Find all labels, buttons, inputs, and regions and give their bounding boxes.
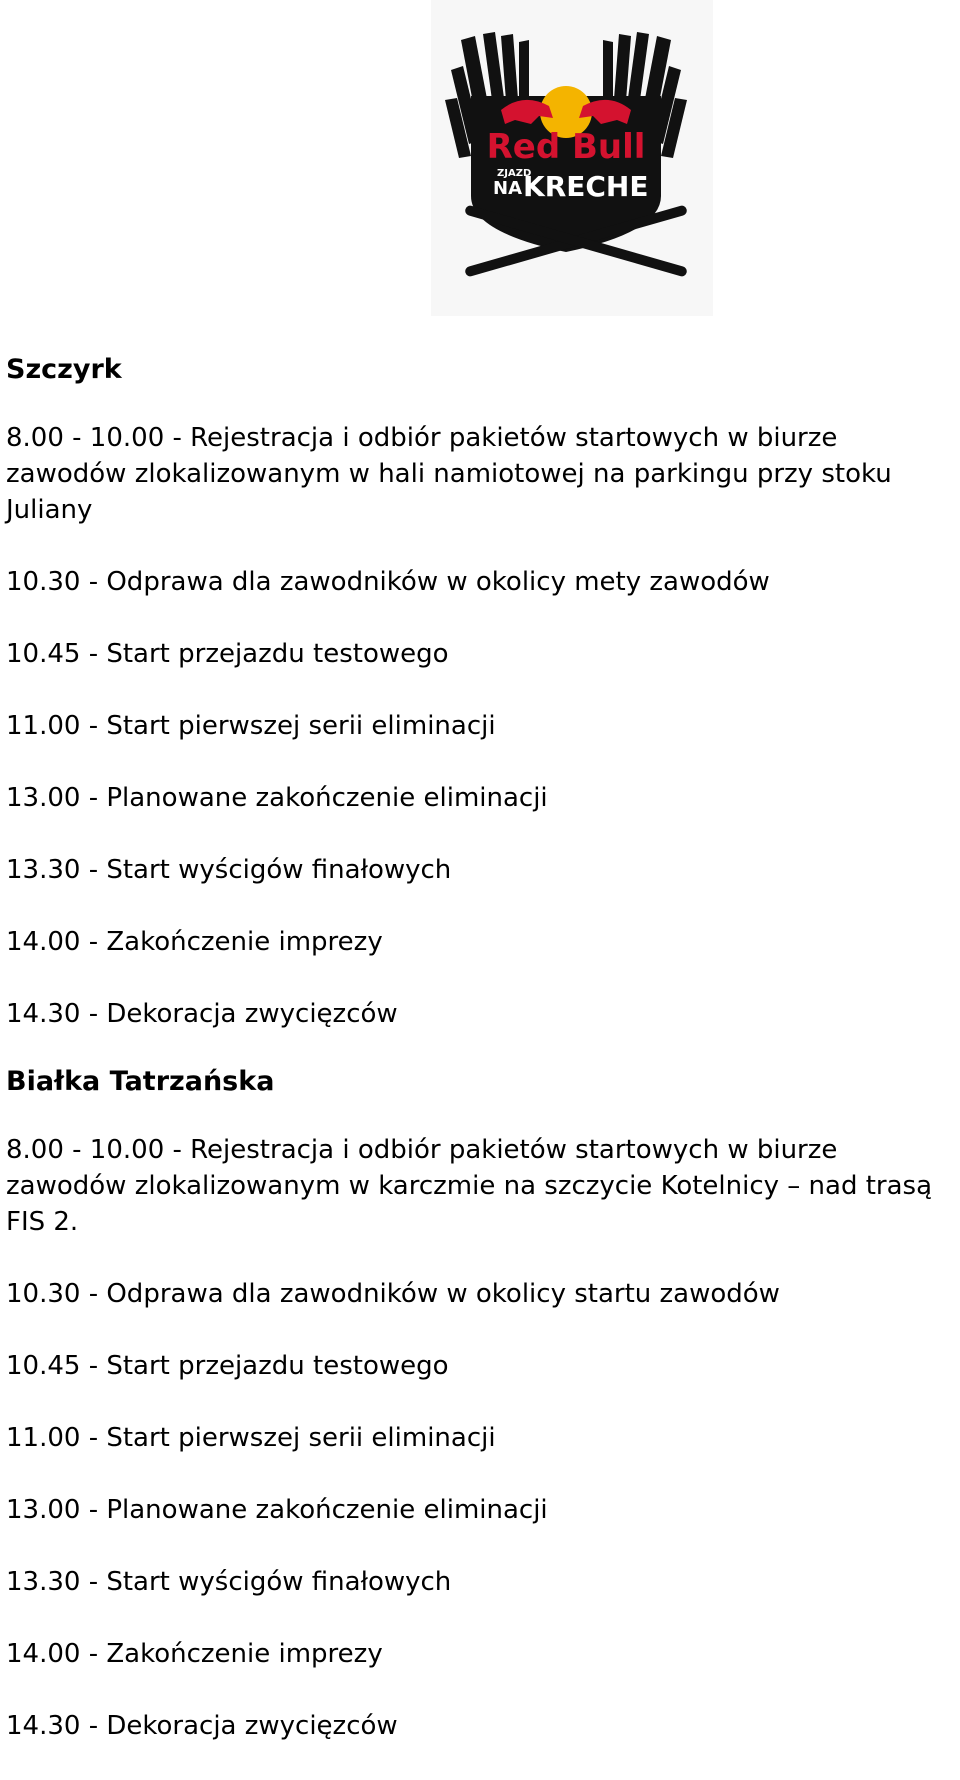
- logo-brand-text: Red Bull: [486, 127, 646, 167]
- schedule-item: 10.45 - Start przejazdu testowego: [6, 1351, 449, 1381]
- red-bull-zjazd-na-kreche-logo: [431, 0, 713, 316]
- section-title: Szczyrk: [6, 354, 122, 385]
- logo-kreche-text: KRECHE: [523, 170, 649, 203]
- schedule-item: 10.30 - Odprawa dla zawodników w okolicy mety zawodów: [6, 567, 770, 597]
- schedule-item: 14.00 - Zakończenie imprezy: [6, 927, 383, 957]
- section-title: Białka Tatrzańska: [6, 1066, 275, 1097]
- event-logo: [431, 0, 713, 316]
- section-bialka-tatrzanska: [6, 1064, 956, 1744]
- schedule-item: 10.30 - Odprawa dla zawodników w okolicy startu zawodów: [6, 1279, 780, 1309]
- logo-na-text: NA: [493, 178, 522, 199]
- schedule-item: 13.00 - Planowane zakończenie eliminacji: [6, 783, 548, 813]
- schedule-item: 13.00 - Planowane zakończenie eliminacji: [6, 1495, 548, 1525]
- schedule-item: 11.00 - Start pierwszej serii eliminacji: [6, 1423, 496, 1453]
- schedule-item: 10.45 - Start przejazdu testowego: [6, 639, 449, 669]
- schedule-item: 14.00 - Zakończenie imprezy: [6, 1639, 383, 1669]
- section-szczyrk: [6, 352, 956, 1032]
- schedule-item: 13.30 - Start wyścigów finałowych: [6, 855, 452, 885]
- logo-zjazd-text: ZJAZD: [497, 168, 532, 179]
- schedule-content: [6, 352, 956, 1780]
- schedule-item: 14.30 - Dekoracja zwycięzców: [6, 1711, 398, 1741]
- schedule-item: 13.30 - Start wyścigów finałowych: [6, 1567, 452, 1597]
- schedule-item: 14.30 - Dekoracja zwycięzców: [6, 999, 398, 1029]
- schedule-item: 11.00 - Start pierwszej serii eliminacji: [6, 711, 496, 741]
- schedule-item: 8.00 - 10.00 - Rejestracja i odbiór pakietów startowych w biurze zawodów zlokalizowanym w karczmie na szczycie Kotelnicy – nad trasą FIS 2.: [6, 1135, 933, 1237]
- schedule-item: 8.00 - 10.00 - Rejestracja i odbiór pakietów startowych w biurze zawodów zlokalizowanym w hali namiotowej na parkingu przy stoku Juliany: [6, 423, 892, 525]
